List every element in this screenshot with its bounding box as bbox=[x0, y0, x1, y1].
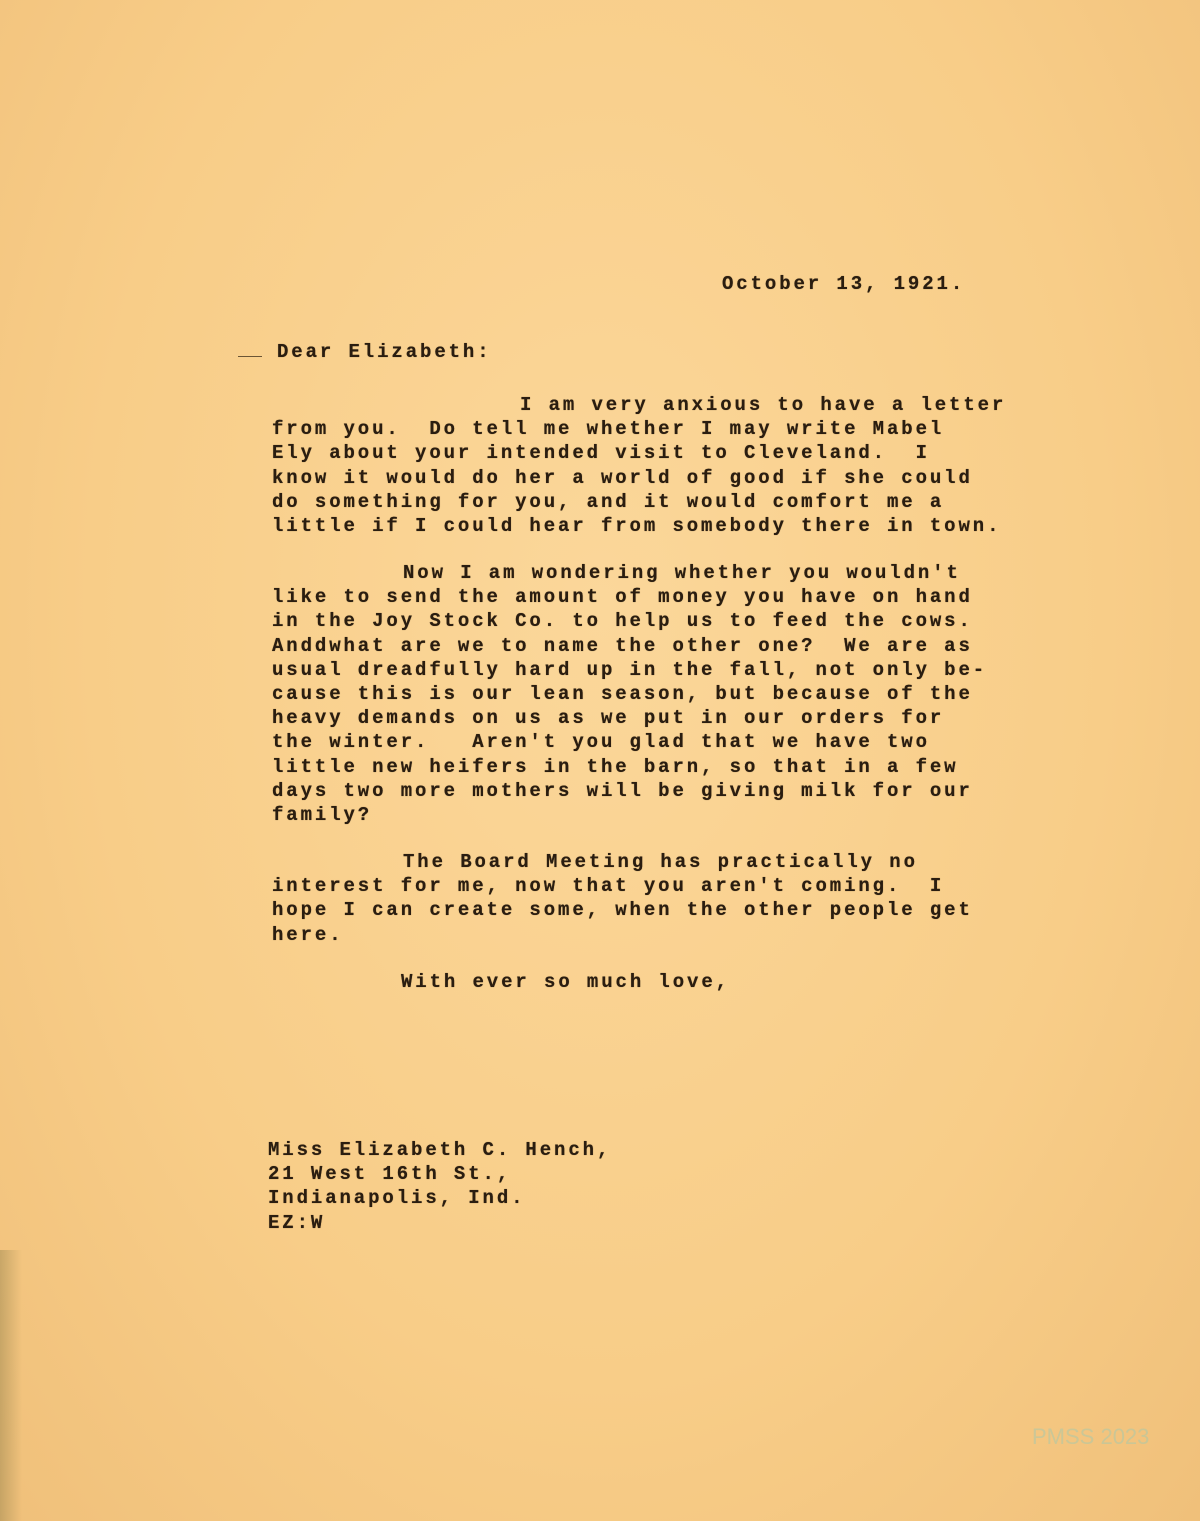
text-line: Now I am wondering whether you wouldn't bbox=[403, 562, 961, 584]
recipient-address bbox=[268, 1138, 611, 1235]
text-line: heavy demands on us as we put in our orders for bbox=[272, 707, 945, 730]
address-line: 21 West 16th St., bbox=[268, 1163, 512, 1186]
reference-initials: EZ:W bbox=[268, 1211, 326, 1234]
salutation: Dear Elizabeth: bbox=[277, 341, 492, 363]
address-line: Indianapolis, Ind. bbox=[268, 1187, 526, 1210]
text-line: interest for me, now that you aren't coming. I bbox=[272, 875, 945, 898]
text-line: know it would do her a world of good if she could bbox=[272, 466, 973, 489]
text-line: hope I can create some, when the other people get bbox=[272, 899, 973, 922]
text-line: I am very anxious to have a letter bbox=[520, 394, 1007, 416]
text-line: cause this is our lean season, but because of the bbox=[272, 682, 973, 705]
page-edge-shadow bbox=[0, 1250, 22, 1521]
margin-mark bbox=[238, 356, 262, 357]
text-line: The Board Meeting has practically no bbox=[403, 851, 918, 873]
text-line: usual dreadfully hard up in the fall, not only be- bbox=[272, 658, 988, 681]
text-line: like to send the amount of money you have on hand bbox=[272, 586, 973, 609]
text-line: here. bbox=[272, 923, 344, 946]
text-line: little if I could hear from somebody there in town. bbox=[272, 514, 1002, 537]
paragraph-3 bbox=[272, 850, 973, 947]
text-line: days two more mothers will be giving milk for our bbox=[272, 779, 973, 802]
text-line: family? bbox=[272, 803, 373, 826]
text-line: from you. Do tell me whether I may write Mabel bbox=[272, 418, 945, 441]
paragraph-2 bbox=[272, 561, 987, 827]
paragraph-1 bbox=[272, 393, 1006, 538]
text-line: Ely about your intended visit to Cleveland. I bbox=[272, 442, 930, 465]
letter-date: October 13, 1921. bbox=[722, 273, 966, 295]
text-line: in the Joy Stock Co. to help us to feed the cows. bbox=[272, 610, 973, 633]
text-line: do something for you, and it would comfort me a bbox=[272, 490, 945, 513]
text-line: the winter. Aren't you glad that we have two bbox=[272, 731, 930, 754]
address-line: Miss Elizabeth C. Hench, bbox=[268, 1139, 612, 1161]
text-line: Anddwhat are we to name the other one? We are as bbox=[272, 634, 973, 657]
text-line: little new heifers in the barn, so that in a few bbox=[272, 755, 959, 778]
watermark: PMSS 2023 bbox=[1032, 1424, 1150, 1449]
closing: With ever so much love, bbox=[401, 971, 730, 993]
